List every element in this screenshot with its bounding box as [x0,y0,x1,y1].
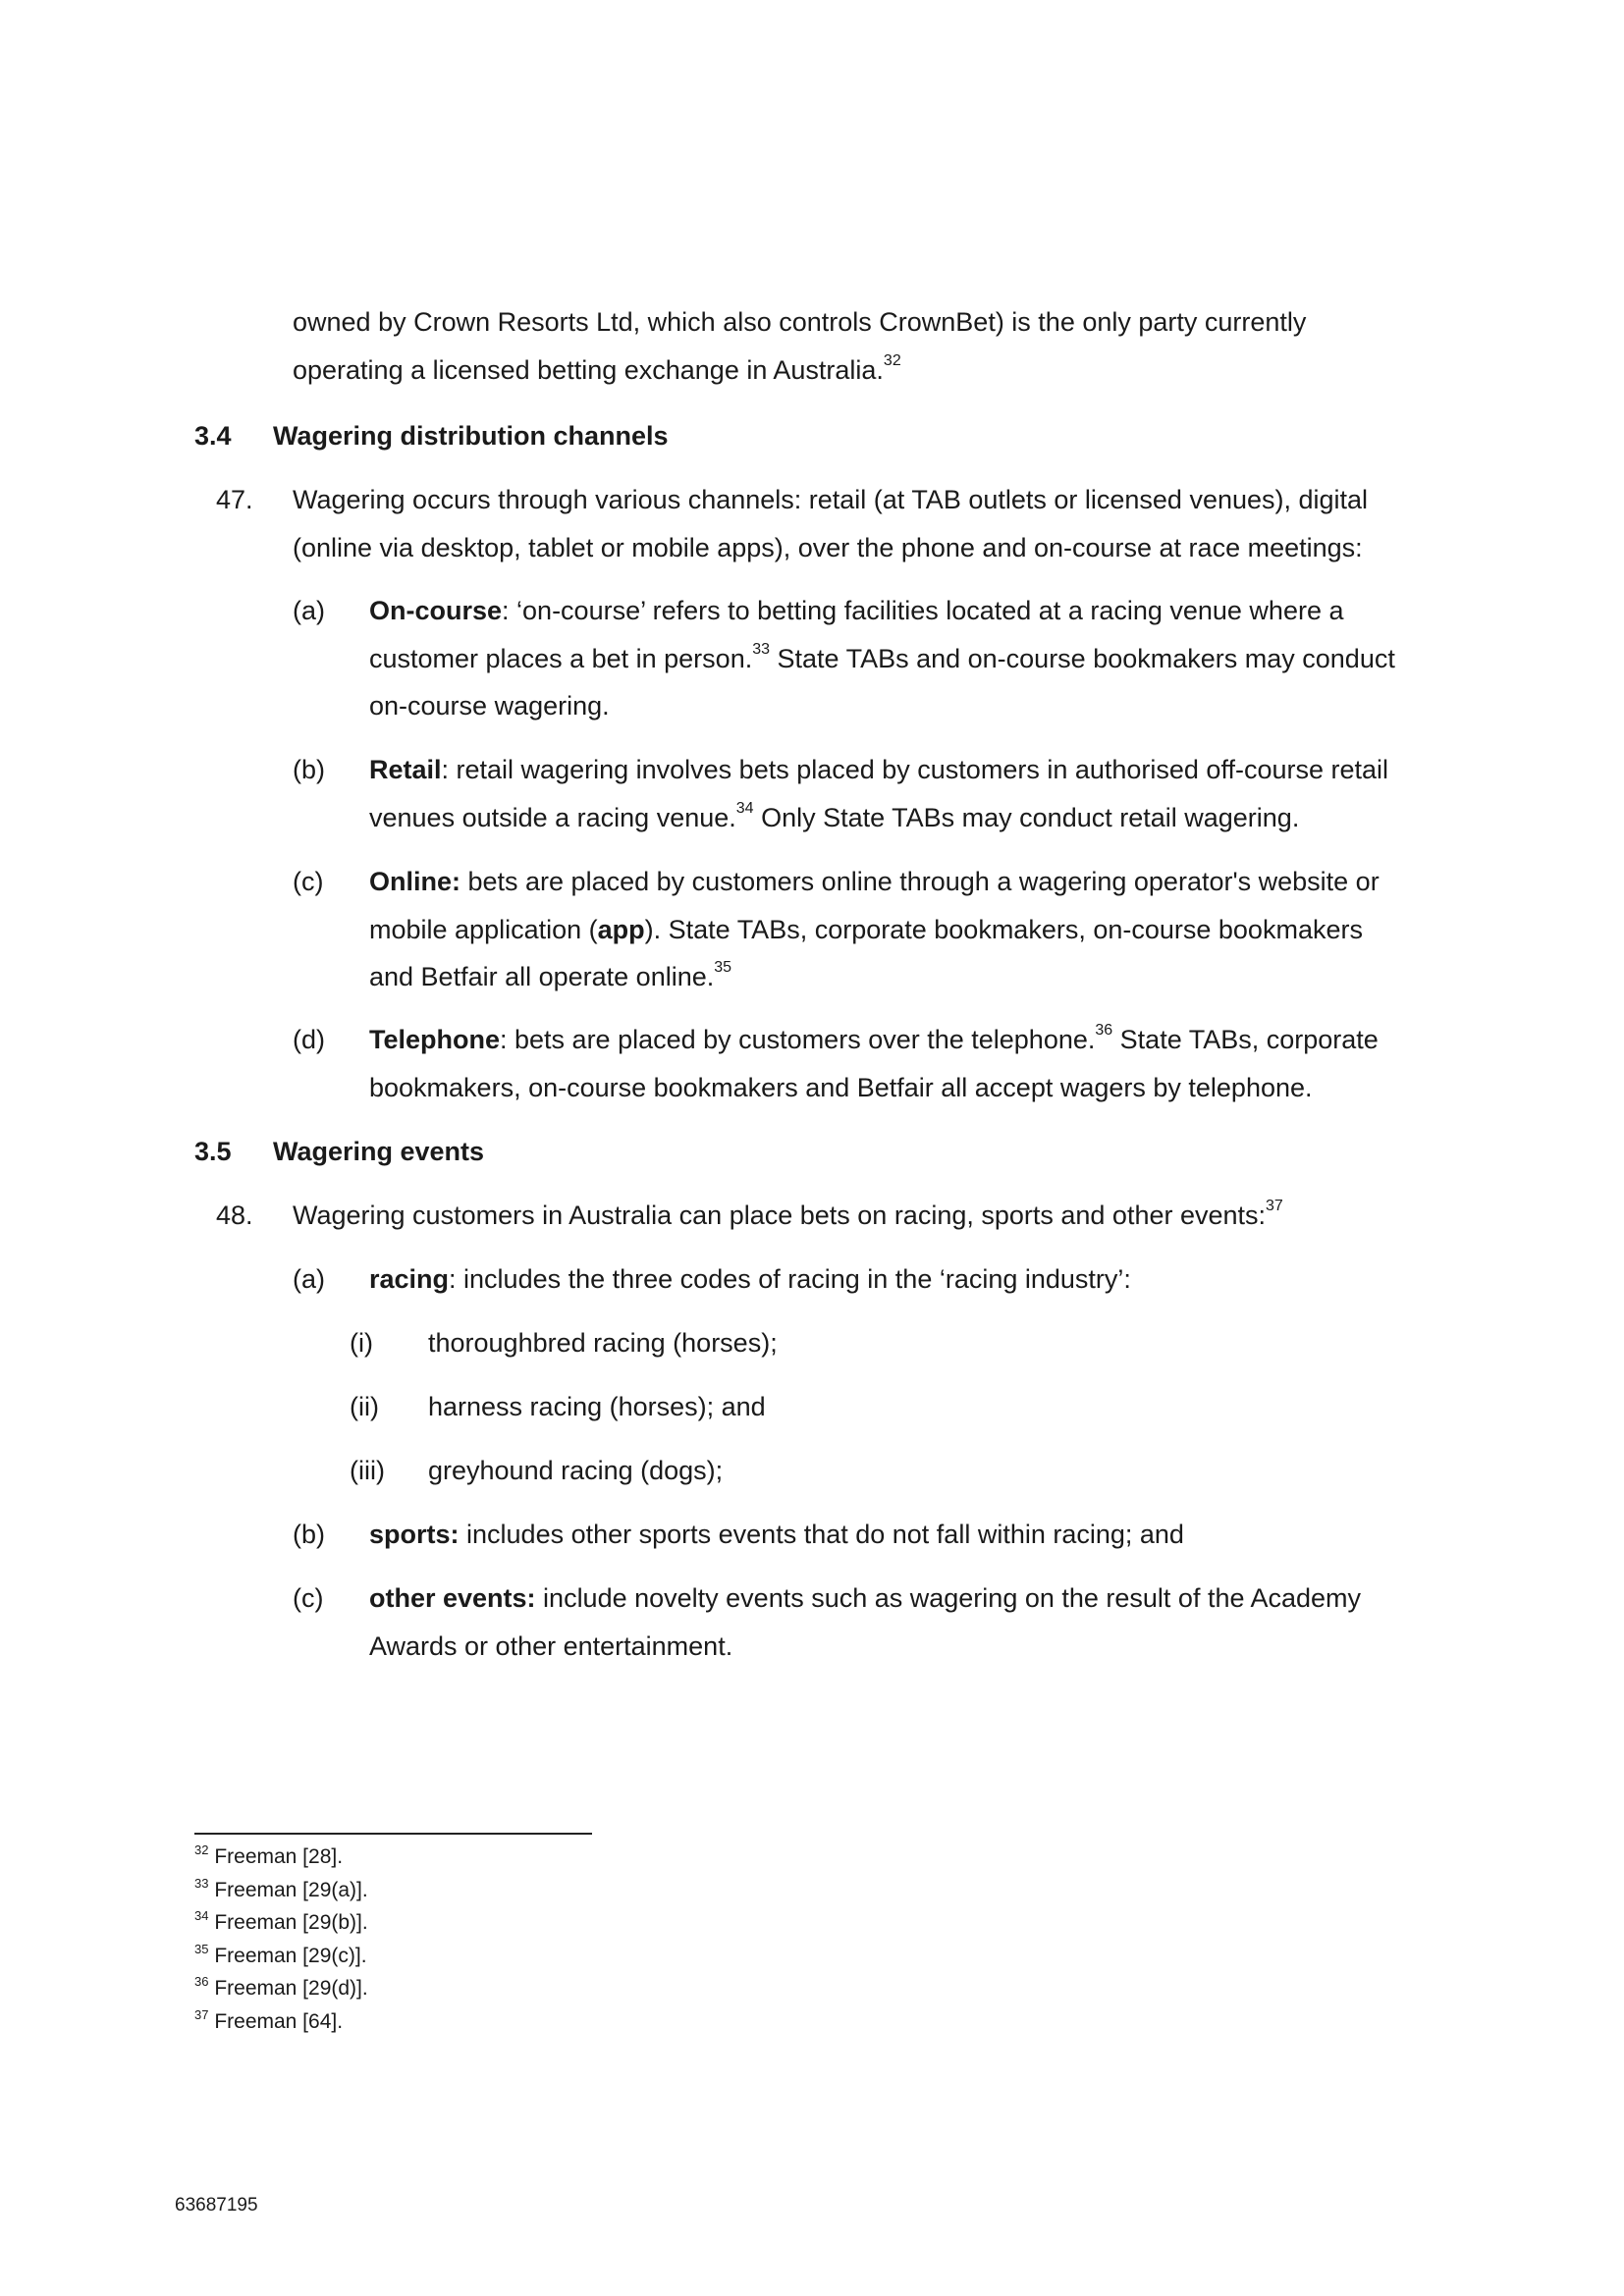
document-number: 63687195 [175,2195,258,2216]
text-line: on-course wagering. [369,691,610,721]
text-line: Retail: retail wagering involves bets placed by customers in authorised off-course retail [369,755,1389,784]
text-line: customer places a bet in person.$^{33}$ State TABs and on-course bookmakers may conduct [369,640,1395,673]
paragraph-number: 47. [216,485,253,514]
text-line: Online: bets are placed by customers online through a wagering operator's website or [369,867,1380,896]
section-number: 3.5 [194,1137,232,1166]
list-label: (c) [293,867,324,896]
defined-term: app [597,914,645,944]
list-label: (c) [293,1583,324,1613]
footnotes [194,1841,368,2038]
footnote: $^{36}$ Freeman [29(d)]. [194,1974,368,2000]
footnote-ref[interactable]: 33 [752,640,771,658]
list-item-online [369,858,1380,1001]
text-line: Wagering occurs through various channels: retail (at TAB outlets or licensed venues), digital [293,485,1369,514]
footnote-number: 33 [194,1875,209,1891]
text-line: and Betfair all operate online.$^{35}$ [369,959,732,991]
defined-term: Retail [369,755,442,784]
section-heading: Wagering events [273,1137,485,1166]
list-label: (b) [293,1520,325,1549]
footnote: $^{32}$ Freeman [28]. [194,1842,344,1868]
footnote-separator [194,1833,592,1835]
defined-term: racing [369,1264,450,1294]
list-item-retail [369,746,1388,841]
footnote-ref[interactable]: 34 [735,799,754,817]
text-line: bookmakers, on-course bookmakers and Betfair all accept wagers by telephone. [369,1072,1313,1102]
footnote-number: 35 [194,1941,209,1956]
sublist-item: greyhound racing (dogs); [428,1456,724,1485]
text-line: On-course: ‘on-course’ refers to betting facilities located at a racing venue where a [369,596,1344,625]
list-item-other-events [369,1575,1361,1670]
footnote-number: 36 [194,1974,209,1989]
footnote-ref[interactable]: 37 [1266,1198,1283,1214]
footnote: $^{34}$ Freeman [29(b)]. [194,1908,368,1934]
footnote-number: 32 [194,1842,209,1857]
text-line: operating a licensed betting exchange in Australia.$^{32}$ [293,351,901,385]
sublist-label: (ii) [350,1392,379,1421]
sublist-label: (i) [350,1328,373,1358]
list-label: (d) [293,1025,325,1054]
paragraph-47 [293,476,1368,571]
footnote-number: 37 [194,2006,209,2022]
continuation-paragraph [293,298,1306,394]
defined-term: other events: [369,1583,536,1613]
defined-term: sports: [369,1520,460,1549]
footnote: $^{37}$ Freeman [64]. [194,2006,344,2033]
footnote-ref[interactable]: 36 [1095,1022,1113,1039]
text-line: other events: include novelty events such as wagering on the result of the Academy [369,1583,1362,1613]
text-line: Telephone: bets are placed by customers over the telephone.$^{36}$ State TABs, corporate [369,1022,1379,1054]
footnote-number: 34 [194,1908,209,1923]
list-item-racing: racing: includes the three codes of racing in the ‘racing industry’: [369,1264,1131,1294]
list-item-sports: sports: includes other sports events that do not fall within racing; and [369,1520,1184,1549]
list-item-on-course [369,587,1395,730]
sublist-item: thoroughbred racing (horses); [428,1328,778,1358]
defined-term: On-course [369,596,503,625]
text-line: mobile application (app). State TABs, corporate bookmakers, on-course bookmakers [369,914,1363,944]
paragraph-48: Wagering customers in Australia can place bets on racing, sports and other events:$^{37}$ [293,1198,1283,1230]
defined-term: Online: [369,867,460,896]
footnote-ref[interactable]: 32 [883,351,901,369]
list-label: (b) [293,755,325,784]
section-number: 3.4 [194,421,232,451]
list-item-telephone [369,1016,1379,1111]
text-line: (online via desktop, tablet or mobile apps), over the phone and on-course at race meetings: [293,532,1363,562]
text-line: venues outside a racing venue.$^{34}$ Only State TABs may conduct retail wagering. [369,799,1300,832]
text-line: Awards or other entertainment. [369,1630,733,1661]
list-label: (a) [293,1264,325,1294]
sublist-label: (iii) [350,1456,385,1485]
text-line: owned by Crown Resorts Ltd, which also controls CrownBet) is the only party currently [293,307,1307,337]
defined-term: Telephone [369,1025,501,1054]
section-heading: Wagering distribution channels [273,421,669,451]
sublist-item: harness racing (horses); and [428,1392,766,1421]
paragraph-number: 48. [216,1201,253,1230]
footnote-ref[interactable]: 35 [714,959,732,976]
footnote: $^{33}$ Freeman [29(a)]. [194,1875,368,1901]
footnote: $^{35}$ Freeman [29(c)]. [194,1941,367,1967]
list-label: (a) [293,596,325,625]
